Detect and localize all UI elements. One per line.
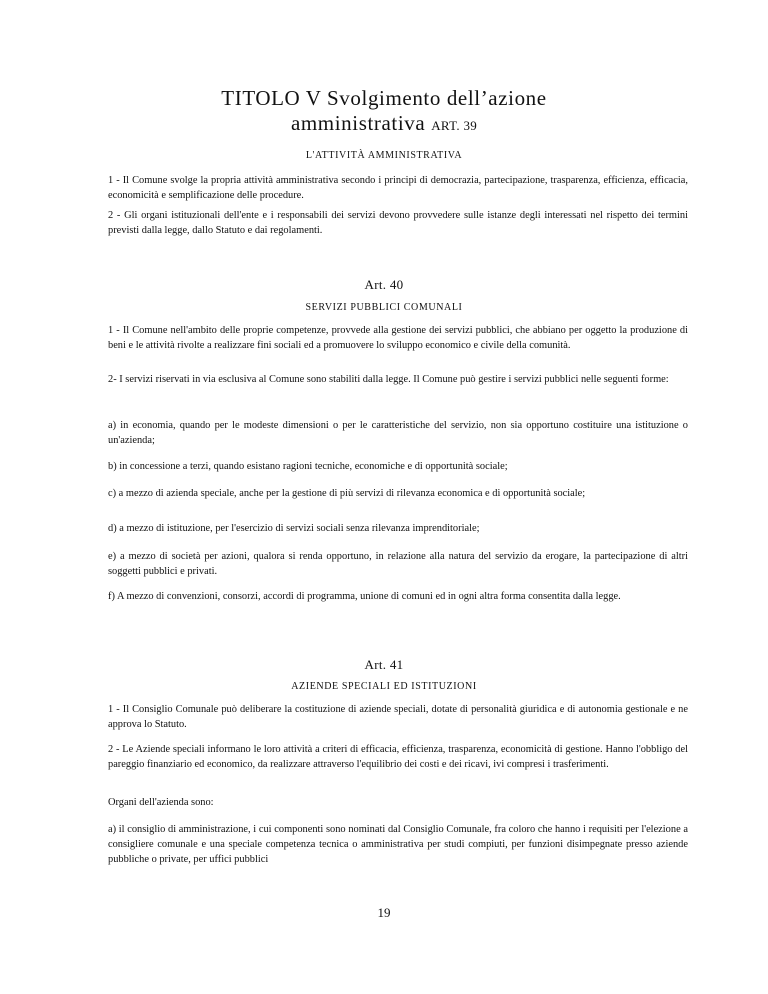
art41-item-a: a) il consiglio di amministrazione, i cui componenti sono nominati dal Consiglio Comunale, fra coloro che hanno i requisiti per l'elezione a consigliere comunale e una speciale competenza tecnica o amministrativa per studi compiuti, per funzioni disimpegnate presso aziende pubbliche o private, per uffici pubblici [108, 824, 688, 865]
art40-item-b: b) in concessione a terzi, quando esistano ragioni tecniche, economiche e di opportunità sociale; [108, 461, 508, 472]
art40-item-e: e) a mezzo di società per azioni, qualora si renda opportuno, in relazione alla natura del servizio da erogare, la partecipazione di altri soggetti pubblici e privati. [108, 551, 688, 577]
art39-paragraph-1: 1 - Il Comune svolge la propria attività amministrativa secondo i principi di democrazia, partecipazione, trasparenza, efficienza, efficacia, economicità e semplificazione delle procedure. [108, 175, 688, 201]
title-line-2 [0, 111, 768, 138]
art39-paragraph-2: 2 - Gli organi istituzionali dell'ente e i responsabili dei servizi devono provvedere sulle istanze degli interessati nel rispetto dei termini previsti dalla legge, dallo Statuto e dai regolamenti. [108, 210, 688, 236]
art40-paragraph-1: 1 - Il Comune nell'ambito delle proprie competenze, provvede alla gestione dei servizi pubblici, che abbiano per oggetto la produzione di beni e le attività rivolte a realizzare fini sociali ed a promuovere lo sviluppo economico e civile della comunità. [108, 325, 688, 351]
page-title [0, 86, 768, 138]
art41-paragraph-3: Organi dell'azienda sono: [108, 797, 214, 808]
art40-item-f: f) A mezzo di convenzioni, consorzi, accordi di programma, unione di comuni ed in ogni altra forma consentita dalla legge. [108, 591, 621, 602]
art40-item-c: c) a mezzo di azienda speciale, anche per la gestione di più servizi di rilevanza economica e di opportunità sociale; [108, 488, 586, 499]
art41-subtitle: AZIENDE SPECIALI ED ISTITUZIONI [291, 681, 477, 692]
art40-item-a: a) in economia, quando per le modeste dimensioni o per le caratteristiche del servizio, non sia opportuno costituire una istituzione o un'azienda; [108, 420, 688, 446]
article-39-label: ART. 39 [431, 118, 478, 133]
page-number: 19 [377, 905, 391, 920]
art41-paragraph-2: 2 - Le Aziende speciali informano le loro attività a criteri di efficacia, efficienza, trasparenza, economicità di gestione. Hanno l'obbligo del pareggio finanziario ed economico, da realizzare attraverso l'equilibrio dei costi e dei ricavi, ivi compresi i trasferimenti. [108, 744, 688, 770]
art41-heading: Art. 41 [364, 657, 404, 672]
art40-item-d: d) a mezzo di istituzione, per l'esercizio di servizi sociali senza rilevanza imprenditoriale; [108, 523, 480, 534]
art40-subtitle: SERVIZI PUBBLICI COMUNALI [305, 302, 463, 313]
art40-paragraph-2: 2- I servizi riservati in via esclusiva al Comune sono stabiliti dalla legge. Il Comune può gestire i servizi pubblici nelle seguenti forme: [108, 374, 669, 385]
art40-heading: Art. 40 [364, 277, 404, 292]
title-line-1: TITOLO V Svolgimento dell’azione [221, 86, 547, 110]
title-line-2-text: amministrativa [290, 111, 426, 135]
art39-subtitle: L'ATTIVITÀ AMMINISTRATIVA [305, 150, 463, 161]
art41-paragraph-1: 1 - Il Consiglio Comunale può deliberare la costituzione di aziende speciali, dotate di personalità giuridica e di autonomia gestionale e ne approva lo Statuto. [108, 704, 688, 730]
